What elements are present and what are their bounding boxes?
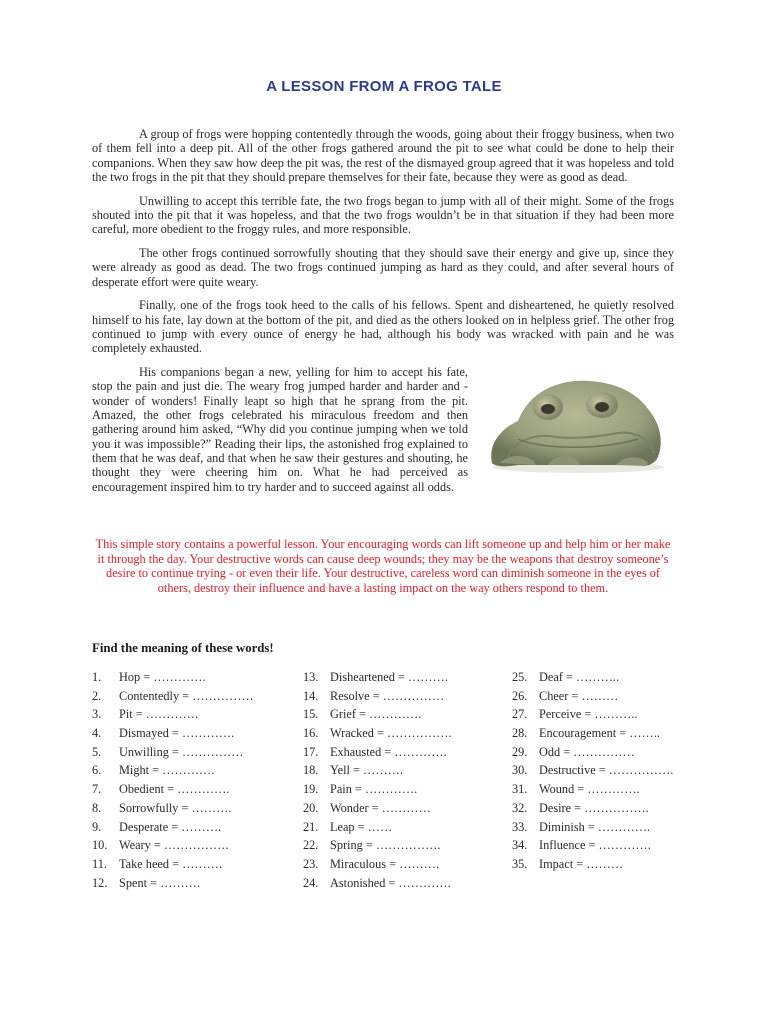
vocab-word: Pit = …………. <box>119 707 199 722</box>
vocab-word: Disheartened = ………. <box>330 670 448 684</box>
lesson-text: This simple story contains a powerful lesson. Your encouraging words can lift someone up and help him or her make it through the day. Your destructive words can cause deep wounds; they may be the weapons that destroy someone’s desire to continue trying - or even their life. Your destructive, careless word can diminish someone in the eyes of others, destroy their influence and have a lasting impact on the way others respond to them. <box>95 537 671 595</box>
vocab-item <box>303 761 503 780</box>
vocab-heading: Find the meaning of these words! <box>92 641 274 655</box>
vocab-word: Wound = …………. <box>539 782 640 797</box>
vocab-word: Deaf = ……….. <box>539 670 620 684</box>
vocab-word: Yell = ………. <box>330 763 403 778</box>
vocab-word: Impact = ……… <box>539 856 624 871</box>
vocab-number: 15. <box>303 707 319 722</box>
vocab-number: 23. <box>303 856 319 871</box>
frog-image <box>478 367 674 475</box>
vocab-column-3 <box>512 668 712 874</box>
vocab-item <box>512 724 712 743</box>
vocab-number: 12. <box>92 875 108 890</box>
vocab-word: Perceive = ……….. <box>539 707 638 722</box>
vocab-number: 32. <box>512 800 528 815</box>
vocab-number: 35. <box>512 856 528 871</box>
vocab-item <box>303 705 503 724</box>
vocab-number: 5. <box>92 744 102 759</box>
vocab-word: Astonished = …………. <box>330 875 451 890</box>
vocab-number: 17. <box>303 744 319 759</box>
vocab-item <box>512 855 712 874</box>
vocab-item <box>303 687 503 706</box>
vocab-word: Leap = …… <box>330 819 393 834</box>
vocab-word: Encouragement = …….. <box>539 726 660 741</box>
vocab-word: Miraculous = ………. <box>330 856 440 871</box>
vocab-number: 3. <box>92 707 102 722</box>
vocab-item <box>92 687 292 706</box>
vocab-word: Destructive = ……………. <box>539 763 674 778</box>
vocab-word: Desperate = ………. <box>119 819 222 834</box>
vocab-number: 26. <box>512 688 528 703</box>
vocab-word: Wonder = ………… <box>330 800 431 815</box>
vocab-word: Spent = ………. <box>119 875 201 890</box>
vocab-number: 7. <box>92 782 102 797</box>
vocab-item <box>92 874 292 893</box>
vocab-word: Dismayed = …………. <box>119 726 235 741</box>
vocab-number: 6. <box>92 763 102 778</box>
vocab-number: 28. <box>512 726 528 741</box>
page-title: A LESSON FROM A FROG TALE <box>266 78 502 95</box>
vocab-item <box>92 780 292 799</box>
vocab-item <box>92 668 292 687</box>
vocab-item <box>512 668 712 687</box>
vocab-word: Unwilling = …………… <box>119 744 244 759</box>
story-paragraph-2: Unwilling to accept this terrible fate, the two frogs began to jump with all of their might. Some of the frogs shouted into the pit that it was hopeless, and that the two frogs wouldn’t be in that situation if they had been more careful, more obedient to the froggy rules, and more responsible. <box>92 193 674 237</box>
vocab-number: 30. <box>512 763 528 778</box>
vocab-item <box>303 799 503 818</box>
vocab-word: Hop = …………. <box>119 670 206 684</box>
vocab-item <box>512 743 712 762</box>
vocab-word: Diminish = …………. <box>539 819 651 834</box>
story-paragraph-1: A group of frogs were hopping contentedly through the woods, going about their froggy business, when two of them fell into a deep pit. All of the other frogs gathered around the pit to see what could be done to help their companions. When they saw how deep the pit was, the rest of the dismayed group agreed that it was hopeless and told the two frogs in the pit that they should prepare themselves for their fate, because they were as good as dead. <box>92 127 674 184</box>
story-text <box>92 127 674 503</box>
story-paragraph-4: Finally, one of the frogs took heed to the calls of his fellows. Spent and disheartened, he quietly resolved himself to his fate, lay down at the bottom of the pit, and died as the others looked on in helpless grief. The other frog continued to jump with every ounce of energy he had, although his body was wracked with pain and he was completely exhausted. <box>92 298 674 356</box>
vocab-number: 13. <box>303 670 319 684</box>
vocab-item <box>512 818 712 837</box>
vocab-word: Spring = ……………. <box>330 838 441 853</box>
vocab-item <box>303 836 503 855</box>
vocab-item <box>92 743 292 762</box>
vocab-item <box>512 836 712 855</box>
vocab-word: Weary = ……………. <box>119 838 229 853</box>
vocab-item <box>512 687 712 706</box>
vocab-item <box>92 836 292 855</box>
story-paragraph-5: His companions began a new, yelling for him to accept his fate, stop the pain and just die. The weary frog jumped harder and harder and - wonder of wonders! Finally leapt so high that he sprang from the pit. Amazed, the other frogs celebrated his miraculous freedom and then gathering around him asked, “Why did you continue jumping when we told you it was impossible?” Reading their lips, the astonished frog explained to them that he was deaf, and that when he saw their gestures and shouting, he thought they were cheering him on. What he had perceived as encouragement inspired him to try harder and to succeed against all odds. <box>92 365 468 494</box>
vocab-word: Odd = …………… <box>539 744 635 759</box>
vocab-number: 9. <box>92 819 102 834</box>
vocab-number: 21. <box>303 819 319 834</box>
vocab-item <box>92 799 292 818</box>
vocab-word: Resolve = …………… <box>330 688 445 703</box>
vocab-item <box>92 818 292 837</box>
vocab-number: 24. <box>303 875 319 890</box>
vocab-number: 10. <box>92 838 108 853</box>
vocab-word: Sorrowfully = ………. <box>119 800 232 815</box>
vocab-number: 29. <box>512 744 528 759</box>
vocab-number: 4. <box>92 726 102 741</box>
vocab-number: 1. <box>92 670 102 684</box>
vocab-word: Desire = ……………. <box>539 800 649 815</box>
vocab-column-2 <box>303 668 503 892</box>
vocab-word: Cheer = ……… <box>539 688 619 703</box>
vocab-number: 14. <box>303 688 319 703</box>
vocab-item <box>303 668 503 687</box>
vocab-item <box>303 855 503 874</box>
vocab-item <box>512 780 712 799</box>
vocab-number: 34. <box>512 838 528 853</box>
vocab-item <box>92 724 292 743</box>
vocab-item <box>303 818 503 837</box>
vocab-item <box>92 761 292 780</box>
vocab-word: Wracked = ……………. <box>330 726 452 741</box>
vocab-number: 8. <box>92 800 102 815</box>
vocab-number: 16. <box>303 726 319 741</box>
frog-photo-illustration <box>478 367 674 475</box>
vocab-number: 25. <box>512 670 528 684</box>
vocab-number: 31. <box>512 782 528 797</box>
vocab-item <box>303 724 503 743</box>
vocab-word: Exhausted = …………. <box>330 744 447 759</box>
vocab-item <box>92 705 292 724</box>
vocab-word: Might = …………. <box>119 763 215 778</box>
vocab-item <box>303 780 503 799</box>
vocab-number: 22. <box>303 838 319 853</box>
vocab-number: 27. <box>512 707 528 722</box>
vocab-word: Contentedly = …………… <box>119 688 254 703</box>
vocab-number: 2. <box>92 688 102 703</box>
vocab-item <box>512 761 712 780</box>
story-paragraph-3: The other frogs continued sorrowfully shouting that they should save their energy and give up, since they were already as good as dead. The two frogs continued jumping as hard as they could, and after several hours of desperate effort were quite weary. <box>92 246 674 289</box>
vocab-number: 20. <box>303 800 319 815</box>
vocab-number: 18. <box>303 763 319 778</box>
vocab-item <box>92 855 292 874</box>
vocab-word: Take heed = ………. <box>119 856 223 871</box>
vocab-word: Influence = …………. <box>539 838 651 853</box>
vocab-item <box>512 799 712 818</box>
vocab-item <box>303 743 503 762</box>
vocab-word: Grief = …………. <box>330 707 422 722</box>
vocab-number: 11. <box>92 856 107 871</box>
vocab-item <box>303 874 503 893</box>
vocab-item <box>512 705 712 724</box>
vocab-number: 19. <box>303 782 319 797</box>
vocab-column-1 <box>92 668 292 892</box>
vocab-word: Pain = …………. <box>330 782 418 797</box>
vocab-word: Obedient = …………. <box>119 782 230 797</box>
vocab-number: 33. <box>512 819 528 834</box>
